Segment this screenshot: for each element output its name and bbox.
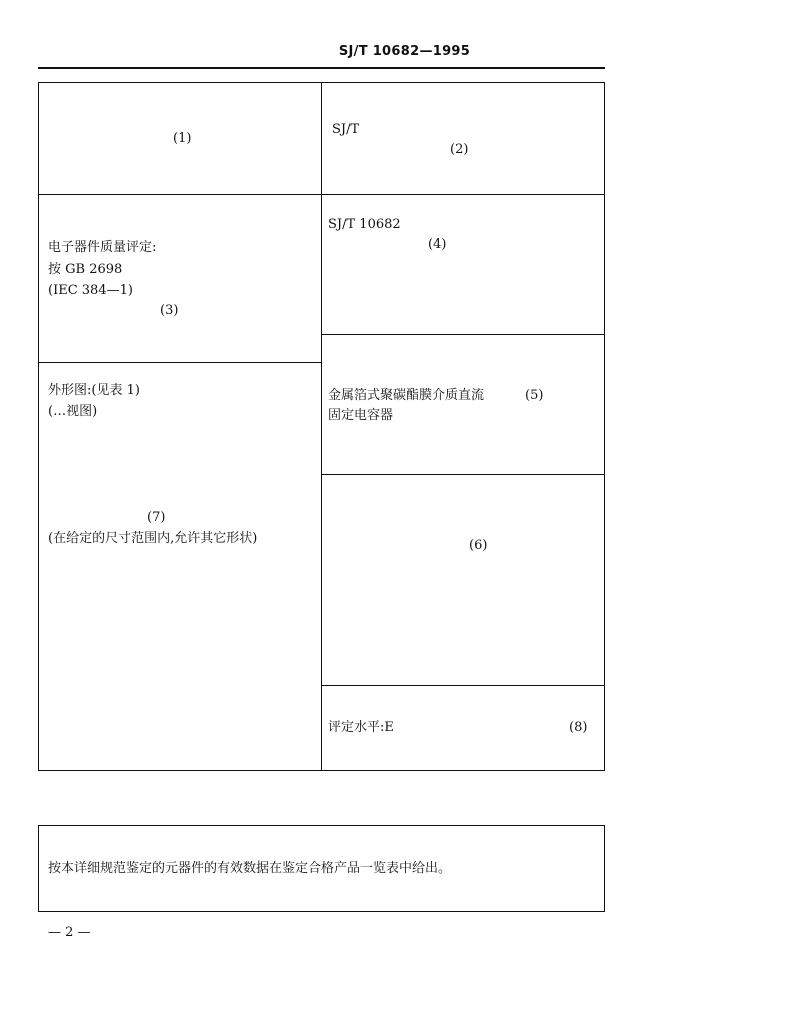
footer-note-text: 按本详细规范鉴定的元器件的有效数据在鉴定合格产品一览表中给出。	[48, 861, 452, 876]
cell-6-marker: (6)	[469, 538, 488, 553]
header-rule	[38, 67, 605, 69]
table-center-divider	[321, 83, 322, 770]
footer-note-box	[38, 825, 605, 912]
row-divider-1	[39, 194, 604, 195]
page-header-standard-number: SJ/T 10682—1995	[338, 44, 471, 59]
cell-5-marker: (5)	[525, 388, 544, 403]
cell-8-assessment-level: 评定水平:E	[328, 720, 394, 735]
cell-4-spec-number: SJ/T 10682	[328, 217, 401, 232]
right-row-divider-2	[321, 334, 604, 335]
page-number: — 2 —	[48, 925, 91, 940]
cell-7-marker: (7)	[147, 510, 166, 525]
left-row-divider-2	[39, 362, 322, 363]
cell-7-outline-title: 外形图:(见表 1)	[48, 383, 140, 398]
cell-8-marker: (8)	[569, 720, 588, 735]
right-row-divider-3	[321, 474, 604, 475]
right-row-divider-4	[321, 685, 604, 686]
cell-5-product-name-cont: 固定电容器	[328, 408, 394, 423]
cell-3-title: 电子器件质量评定:	[48, 240, 157, 255]
cell-1-marker: (1)	[173, 131, 192, 146]
cell-2-prefix: SJ/T	[332, 122, 360, 137]
cell-3-marker: (3)	[160, 303, 179, 318]
cell-7-view-note: (…视图)	[48, 404, 98, 419]
cell-3-gb-ref: 按 GB 2698	[48, 262, 123, 277]
cell-7-shape-note: (在给定的尺寸范围内,允许其它形状)	[48, 531, 258, 546]
cell-3-iec-ref: (IEC 384—1)	[48, 283, 133, 298]
cell-2-marker: (2)	[450, 142, 469, 157]
cell-4-marker: (4)	[428, 237, 447, 252]
spec-table	[38, 82, 605, 771]
cell-5-product-name: 金属箔式聚碳酯膜介质直流	[328, 388, 485, 403]
